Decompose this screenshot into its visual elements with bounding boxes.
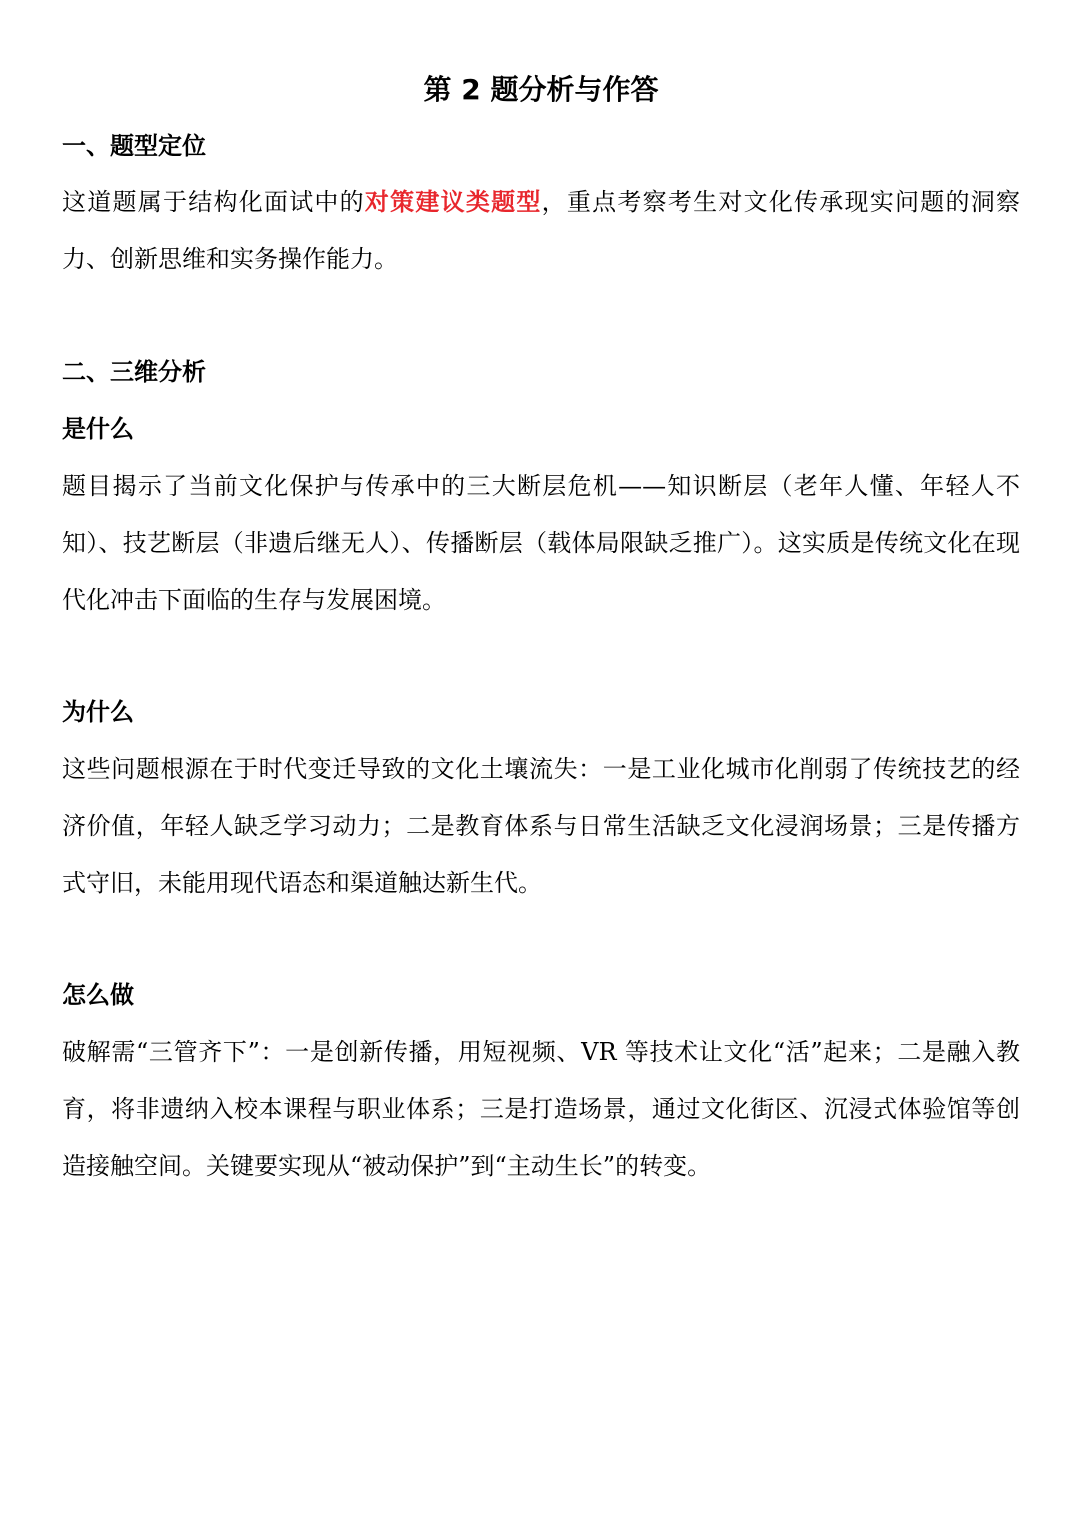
type-positioning-paragraph (62, 174, 1020, 288)
subheading-why: 为什么 (62, 698, 134, 726)
subheading-what: 是什么 (62, 415, 134, 443)
what-paragraph: 题目揭示了当前文化保护与传承中的三大断层危机——知识断层（老年人懂、年轻人不知）、技艺断层（非遗后继无人）、传播断层（载体局限缺乏推广）。这实质是传统文化在现代化冲击下面临的生存与发展困境。 (62, 472, 1020, 614)
question-type-highlight: 对策建议类题型 (364, 188, 542, 216)
page-title: 第 2 题分析与作答 (423, 73, 659, 106)
why-paragraph: 这些问题根源在于时代变迁导致的文化土壤流失：一是工业化城市化削弱了传统技艺的经济价值，年轻人缺乏学习动力；二是教育体系与日常生活缺乏文化浸润场景；三是传播方式守旧，未能用现代语态和渠道触达新生代。 (62, 755, 1020, 897)
section-heading-three-dimensional-analysis: 二、三维分析 (62, 358, 206, 386)
section-heading-type-positioning: 一、题型定位 (62, 132, 206, 160)
how-paragraph: 破解需“三管齐下”：一是创新传播，用短视频、VR 等技术让文化“活”起来；二是融入教育，将非遗纳入校本课程与职业体系；三是打造场景，通过文化街区、沉浸式体验馆等创造接触空间。关键要实现从“被动保护”到“主动生长”的转变。 (62, 1038, 1020, 1180)
subheading-how: 怎么做 (62, 981, 134, 1009)
type-positioning-text-start: 这道题属于结构化面试中的 (62, 188, 365, 216)
type-positioning-text-end: ，重点考察考生对文化传承现实问题的洞察力、创新思维和实务操作能力。 (62, 188, 1021, 273)
